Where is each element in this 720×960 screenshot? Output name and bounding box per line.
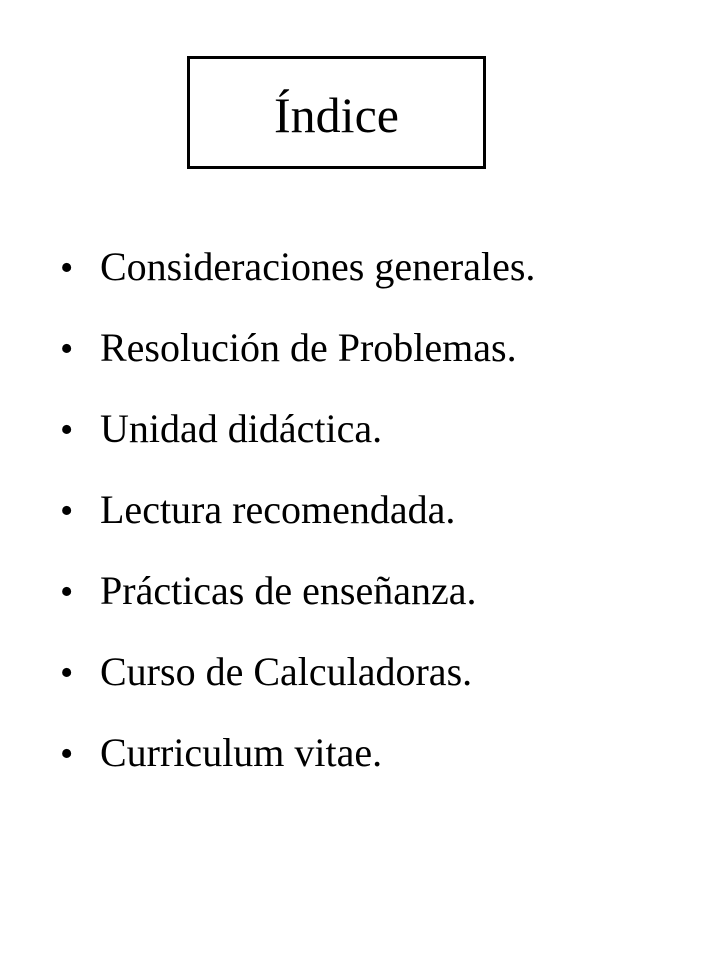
list-item <box>60 568 535 652</box>
bullet-icon: • <box>60 571 74 613</box>
title-box <box>187 56 486 169</box>
list-item <box>60 649 535 733</box>
bullet-icon: • <box>60 733 74 775</box>
list-item <box>60 244 536 328</box>
list-item-label: Curriculum vitae. <box>100 730 383 775</box>
list-item-label: Lectura recomendada. <box>100 487 456 532</box>
bullet-icon: • <box>60 652 74 694</box>
list-item-label: Resolución de Problemas. <box>100 325 517 370</box>
list-item <box>60 325 535 409</box>
bullet-icon: • <box>60 409 74 451</box>
list-item-label: Unidad didáctica. <box>100 406 383 451</box>
list-item-label: Prácticas de enseñanza. <box>100 568 477 613</box>
index-list <box>60 244 536 814</box>
list-item <box>60 730 535 814</box>
bullet-icon: • <box>60 490 74 532</box>
list-item-label: Curso de Calculadoras. <box>100 649 473 694</box>
list-item <box>60 406 535 490</box>
list-item <box>60 487 535 571</box>
bullet-icon: • <box>60 328 74 370</box>
bullet-icon: • <box>60 247 74 289</box>
list-item-label: Consideraciones generales. <box>100 244 536 289</box>
page-title: Índice <box>274 86 399 143</box>
